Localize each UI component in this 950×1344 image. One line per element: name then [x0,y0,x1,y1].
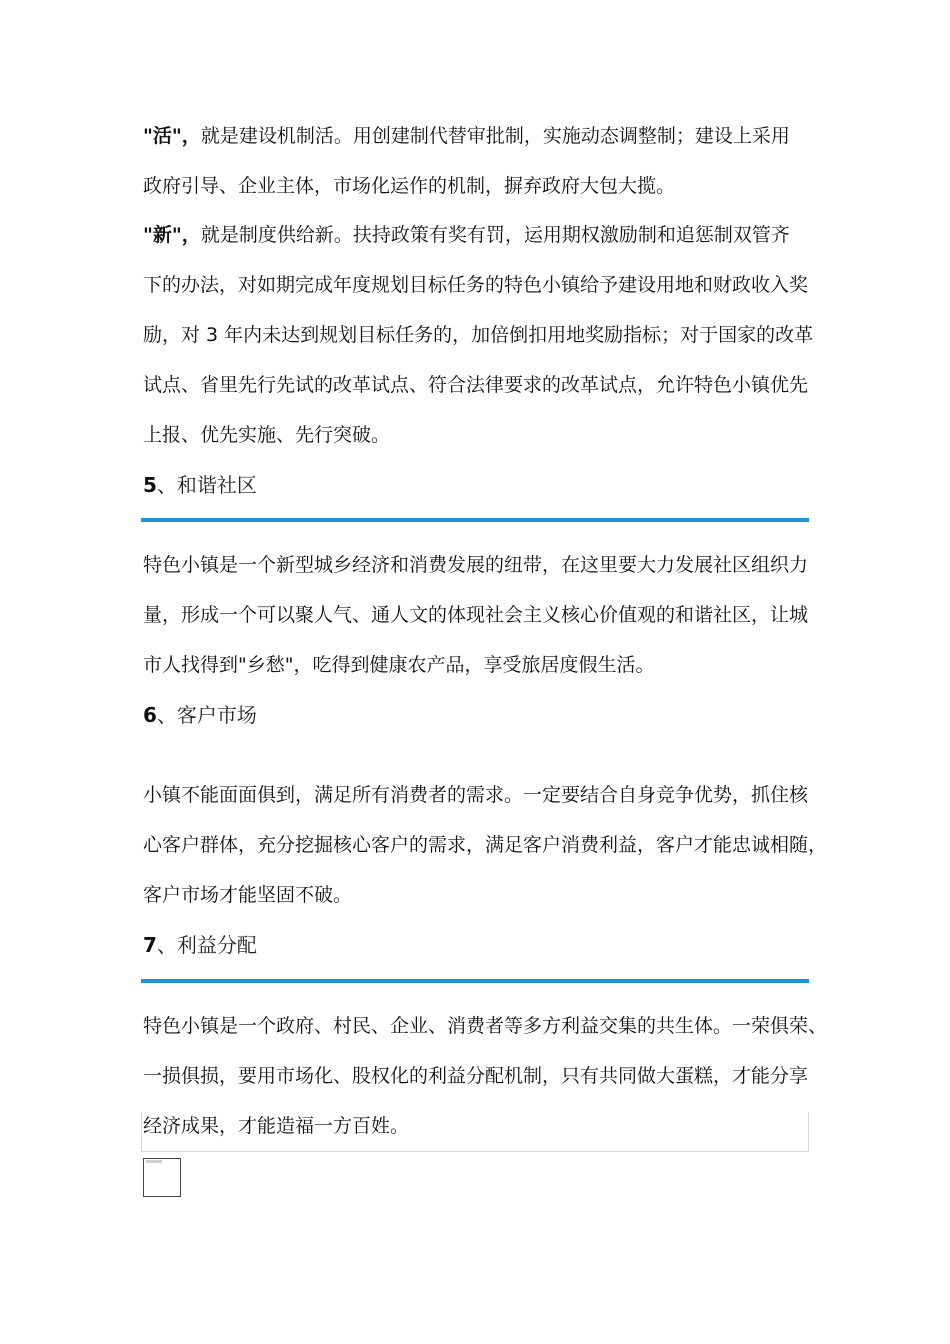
paragraph-xin-text-1: 就是制度供给新。扶持政策有奖有罚，运用期权激励制和追惩制双管齐 [200,224,790,246]
paragraph-huo-lead: "活"， [143,125,201,147]
heading-6-number: 6 [143,703,157,727]
heading-7-title: 利益分配 [176,933,257,957]
paragraph-harmony-line-3: 市人找得到"乡愁"，吃得到健康农产品，享受旅居度假生活。 [143,654,655,676]
text-frame [141,1112,809,1152]
heading-5-title: 和谐社区 [176,473,257,497]
paragraph-customer-line-3: 客户市场才能坚固不破。 [143,884,353,906]
section-heading-6 [143,700,257,730]
heading-5-separator: 、 [156,473,177,497]
paragraph-xin-line-1 [143,220,815,250]
paragraph-benefit-line-3: 经济成果，才能造福一方百姓。 [143,1115,410,1137]
paragraph-benefit-line-1: 特色小镇是一个政府、村民、企业、消费者等多方利益交集的共生体。一荣俱荣、 [143,1015,828,1037]
heading-6-title: 客户市场 [176,703,257,727]
paragraph-huo-line-1 [143,121,815,151]
paragraph-benefit-line-2: 一损俱损，要用市场化、股权化的利益分配机制，只有共同做大蛋糕，才能分享 [143,1065,809,1087]
heading-7-separator: 、 [156,933,177,957]
paragraph-customer-line-1: 小镇不能面面俱到，满足所有消费者的需求。一定要结合自身竞争优势，抓住核 [143,784,809,806]
image-placeholder-icon [143,1158,181,1197]
heading-6-separator: 、 [156,703,177,727]
paragraph-customer-line-2: 心客户群体，充分挖掘核心客户的需求，满足客户消费利益，客户才能忠诚相随， [143,834,828,856]
section-heading-7 [143,930,257,960]
heading-5-number: 5 [143,473,157,497]
paragraph-xin-line-5: 上报、优先实施、先行突破。 [143,424,391,446]
section-divider-7 [141,979,809,983]
paragraph-harmony-line-1: 特色小镇是一个新型城乡经济和消费发展的纽带，在这里要大力发展社区组织力 [143,554,809,576]
paragraph-xin-line-2: 下的办法，对如期完成年度规划目标任务的特色小镇给予建设用地和财政收入奖 [143,274,809,296]
paragraph-harmony-line-2: 量，形成一个可以聚人气、通人文的体现社会主义核心价值观的和谐社区，让城 [143,604,809,626]
paragraph-xin-lead: "新"， [143,224,201,246]
paragraph-xin-line-4: 试点、省里先行先试的改革试点、符合法律要求的改革试点，允许特色小镇优先 [143,374,809,396]
paragraph-huo-line-2: 政府引导、企业主体，市场化运作的机制，摒弃政府大包大揽。 [143,175,676,197]
paragraph-huo-text-1: 就是建设机制活。用创建制代替审批制，实施动态调整制；建设上采用 [200,125,790,147]
section-divider-5 [141,518,809,522]
heading-7-number: 7 [143,933,157,957]
section-heading-5 [143,470,257,500]
paragraph-xin-line-3: 励，对 3 年内未达到规划目标任务的，加倍倒扣用地奖励指标；对于国家的改革 [143,324,814,346]
placeholder-caption-mark [146,1160,162,1163]
